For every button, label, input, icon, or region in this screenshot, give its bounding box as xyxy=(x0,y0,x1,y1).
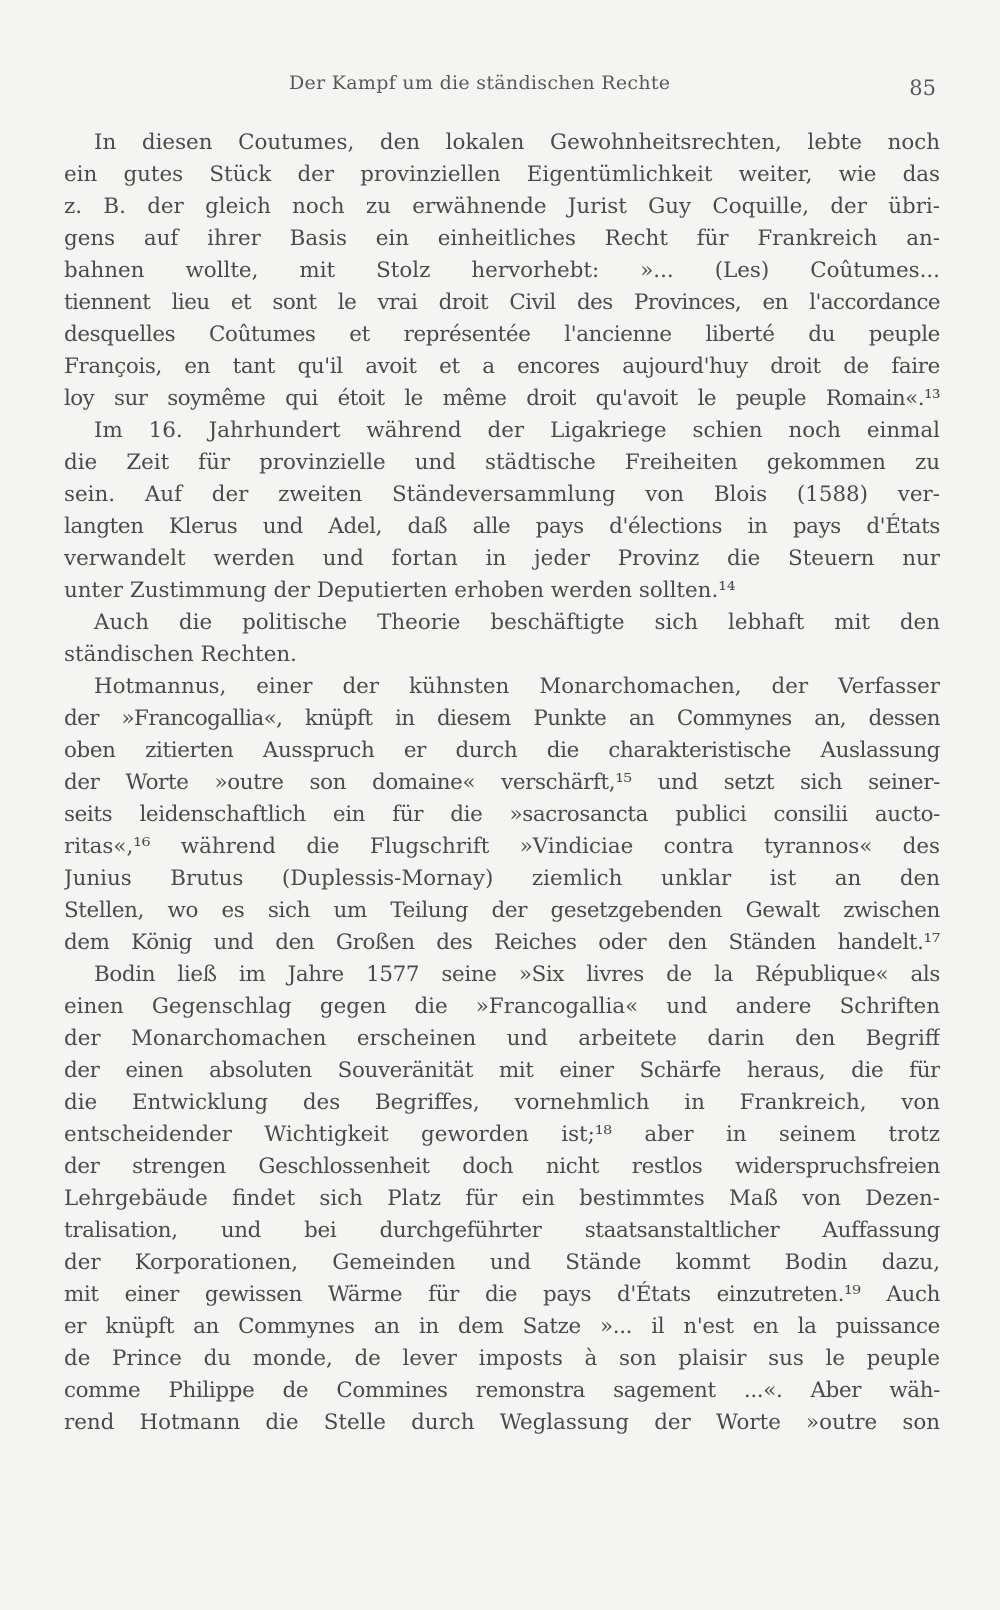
text-line: ein gutes Stück der provinziellen Eigentümlichkeit weiter, wie das xyxy=(64,162,940,187)
text-line: Lehrgebäude findet sich Platz für ein bestimmtes Maß von Dezen- xyxy=(64,1186,940,1211)
text-line: z. B. der gleich noch zu erwähnende Jurist Guy Coquille, der übri- xyxy=(64,194,940,219)
text-line: die Entwicklung des Begriffes, vornehmlich in Frankreich, von xyxy=(64,1090,940,1115)
text-line: der strengen Geschlossenheit doch nicht restlos widerspruchsfreien xyxy=(64,1154,940,1179)
text-line: In diesen Coutumes, den lokalen Gewohnheitsrechten, lebte noch xyxy=(94,130,940,155)
text-line: unter Zustimmung der Deputierten erhoben werden sollten.¹⁴ xyxy=(64,578,736,603)
text-line: bahnen wollte, mit Stolz hervorhebt: »... (Les) Coûtumes... xyxy=(64,258,940,283)
text-line: François, en tant qu'il avoit et a encores aujourd'huy droit de faire xyxy=(64,354,940,379)
text-line: ritas«,¹⁶ während die Flugschrift »Vindiciae contra tyrannos« des xyxy=(64,834,940,859)
text-line: die Zeit für provinzielle und städtische Freiheiten gekommen zu xyxy=(64,450,940,475)
text-line: desquelles Coûtumes et représentée l'ancienne liberté du peuple xyxy=(64,322,940,347)
text-line: tiennent lieu et sont le vrai droit Civil des Provinces, en l'accordance xyxy=(64,290,940,315)
text-line: Auch die politische Theorie beschäftigte sich lebhaft mit den xyxy=(94,610,940,635)
text-line: de Prince du monde, de lever imposts à son plaisir sus le peuple xyxy=(64,1346,940,1371)
text-line: tralisation, und bei durchgeführter staatsanstaltlicher Auffassung xyxy=(64,1218,940,1243)
text-line: gens auf ihrer Basis ein einheitliches Recht für Frankreich an- xyxy=(64,226,940,251)
text-line: Junius Brutus (Duplessis-Mornay) ziemlich unklar ist an den xyxy=(64,866,940,891)
text-line: der Korporationen, Gemeinden und Stände kommt Bodin dazu, xyxy=(64,1250,940,1275)
text-line: oben zitierten Ausspruch er durch die charakteristische Auslassung xyxy=(64,738,940,763)
text-line: loy sur soymême qui étoit le même droit qu'avoit le peuple Romain«.¹³ xyxy=(64,386,940,411)
text-line: comme Philippe de Commines remonstra sagement ...«. Aber wäh- xyxy=(64,1378,940,1403)
text-line: einen Gegenschlag gegen die »Francogallia« und andere Schriften xyxy=(64,994,940,1019)
text-line: der einen absoluten Souveränität mit einer Schärfe heraus, die für xyxy=(64,1058,940,1083)
text-line: rend Hotmann die Stelle durch Weglassung der Worte »outre son xyxy=(64,1410,940,1435)
text-line: der Monarchomachen erscheinen und arbeitete darin den Begriff xyxy=(64,1026,940,1051)
running-title: Der Kampf um die ständischen Rechte xyxy=(289,72,671,94)
text-line: der »Francogallia«, knüpft in diesem Punkte an Commynes an, dessen xyxy=(64,706,940,731)
text-line: Bodin ließ im Jahre 1577 seine »Six livres de la République« als xyxy=(94,962,940,987)
text-line: entscheidender Wichtigkeit geworden ist;¹⁸ aber in seinem trotz xyxy=(64,1122,940,1147)
body-text xyxy=(64,127,940,1439)
text-line: mit einer gewissen Wärme für die pays d'États einzutreten.¹⁹ Auch xyxy=(64,1282,940,1307)
text-line: Im 16. Jahrhundert während der Ligakriege schien noch einmal xyxy=(94,418,940,443)
text-line: verwandelt werden und fortan in jeder Provinz die Steuern nur xyxy=(64,546,940,571)
text-line: ständischen Rechten. xyxy=(64,642,297,667)
text-line: sein. Auf der zweiten Ständeversammlung von Blois (1588) ver- xyxy=(64,482,940,507)
text-line: Hotmannus, einer der kühnsten Monarchomachen, der Verfasser xyxy=(94,674,940,699)
text-line: langten Klerus und Adel, daß alle pays d'élections in pays d'États xyxy=(64,514,940,539)
text-line: seits leidenschaftlich ein für die »sacrosancta publici consilii aucto- xyxy=(64,802,940,827)
page-number: 85 xyxy=(909,76,936,100)
text-line: er knüpft an Commynes an in dem Satze »... il n'est en la puissance xyxy=(64,1314,940,1339)
text-line: der Worte »outre son domaine« verschärft,¹⁵ und setzt sich seiner- xyxy=(64,770,940,795)
running-head xyxy=(64,72,944,102)
text-line: dem König und den Großen des Reiches oder den Ständen handelt.¹⁷ xyxy=(64,930,940,955)
text-line: Stellen, wo es sich um Teilung der gesetzgebenden Gewalt zwischen xyxy=(64,898,940,923)
